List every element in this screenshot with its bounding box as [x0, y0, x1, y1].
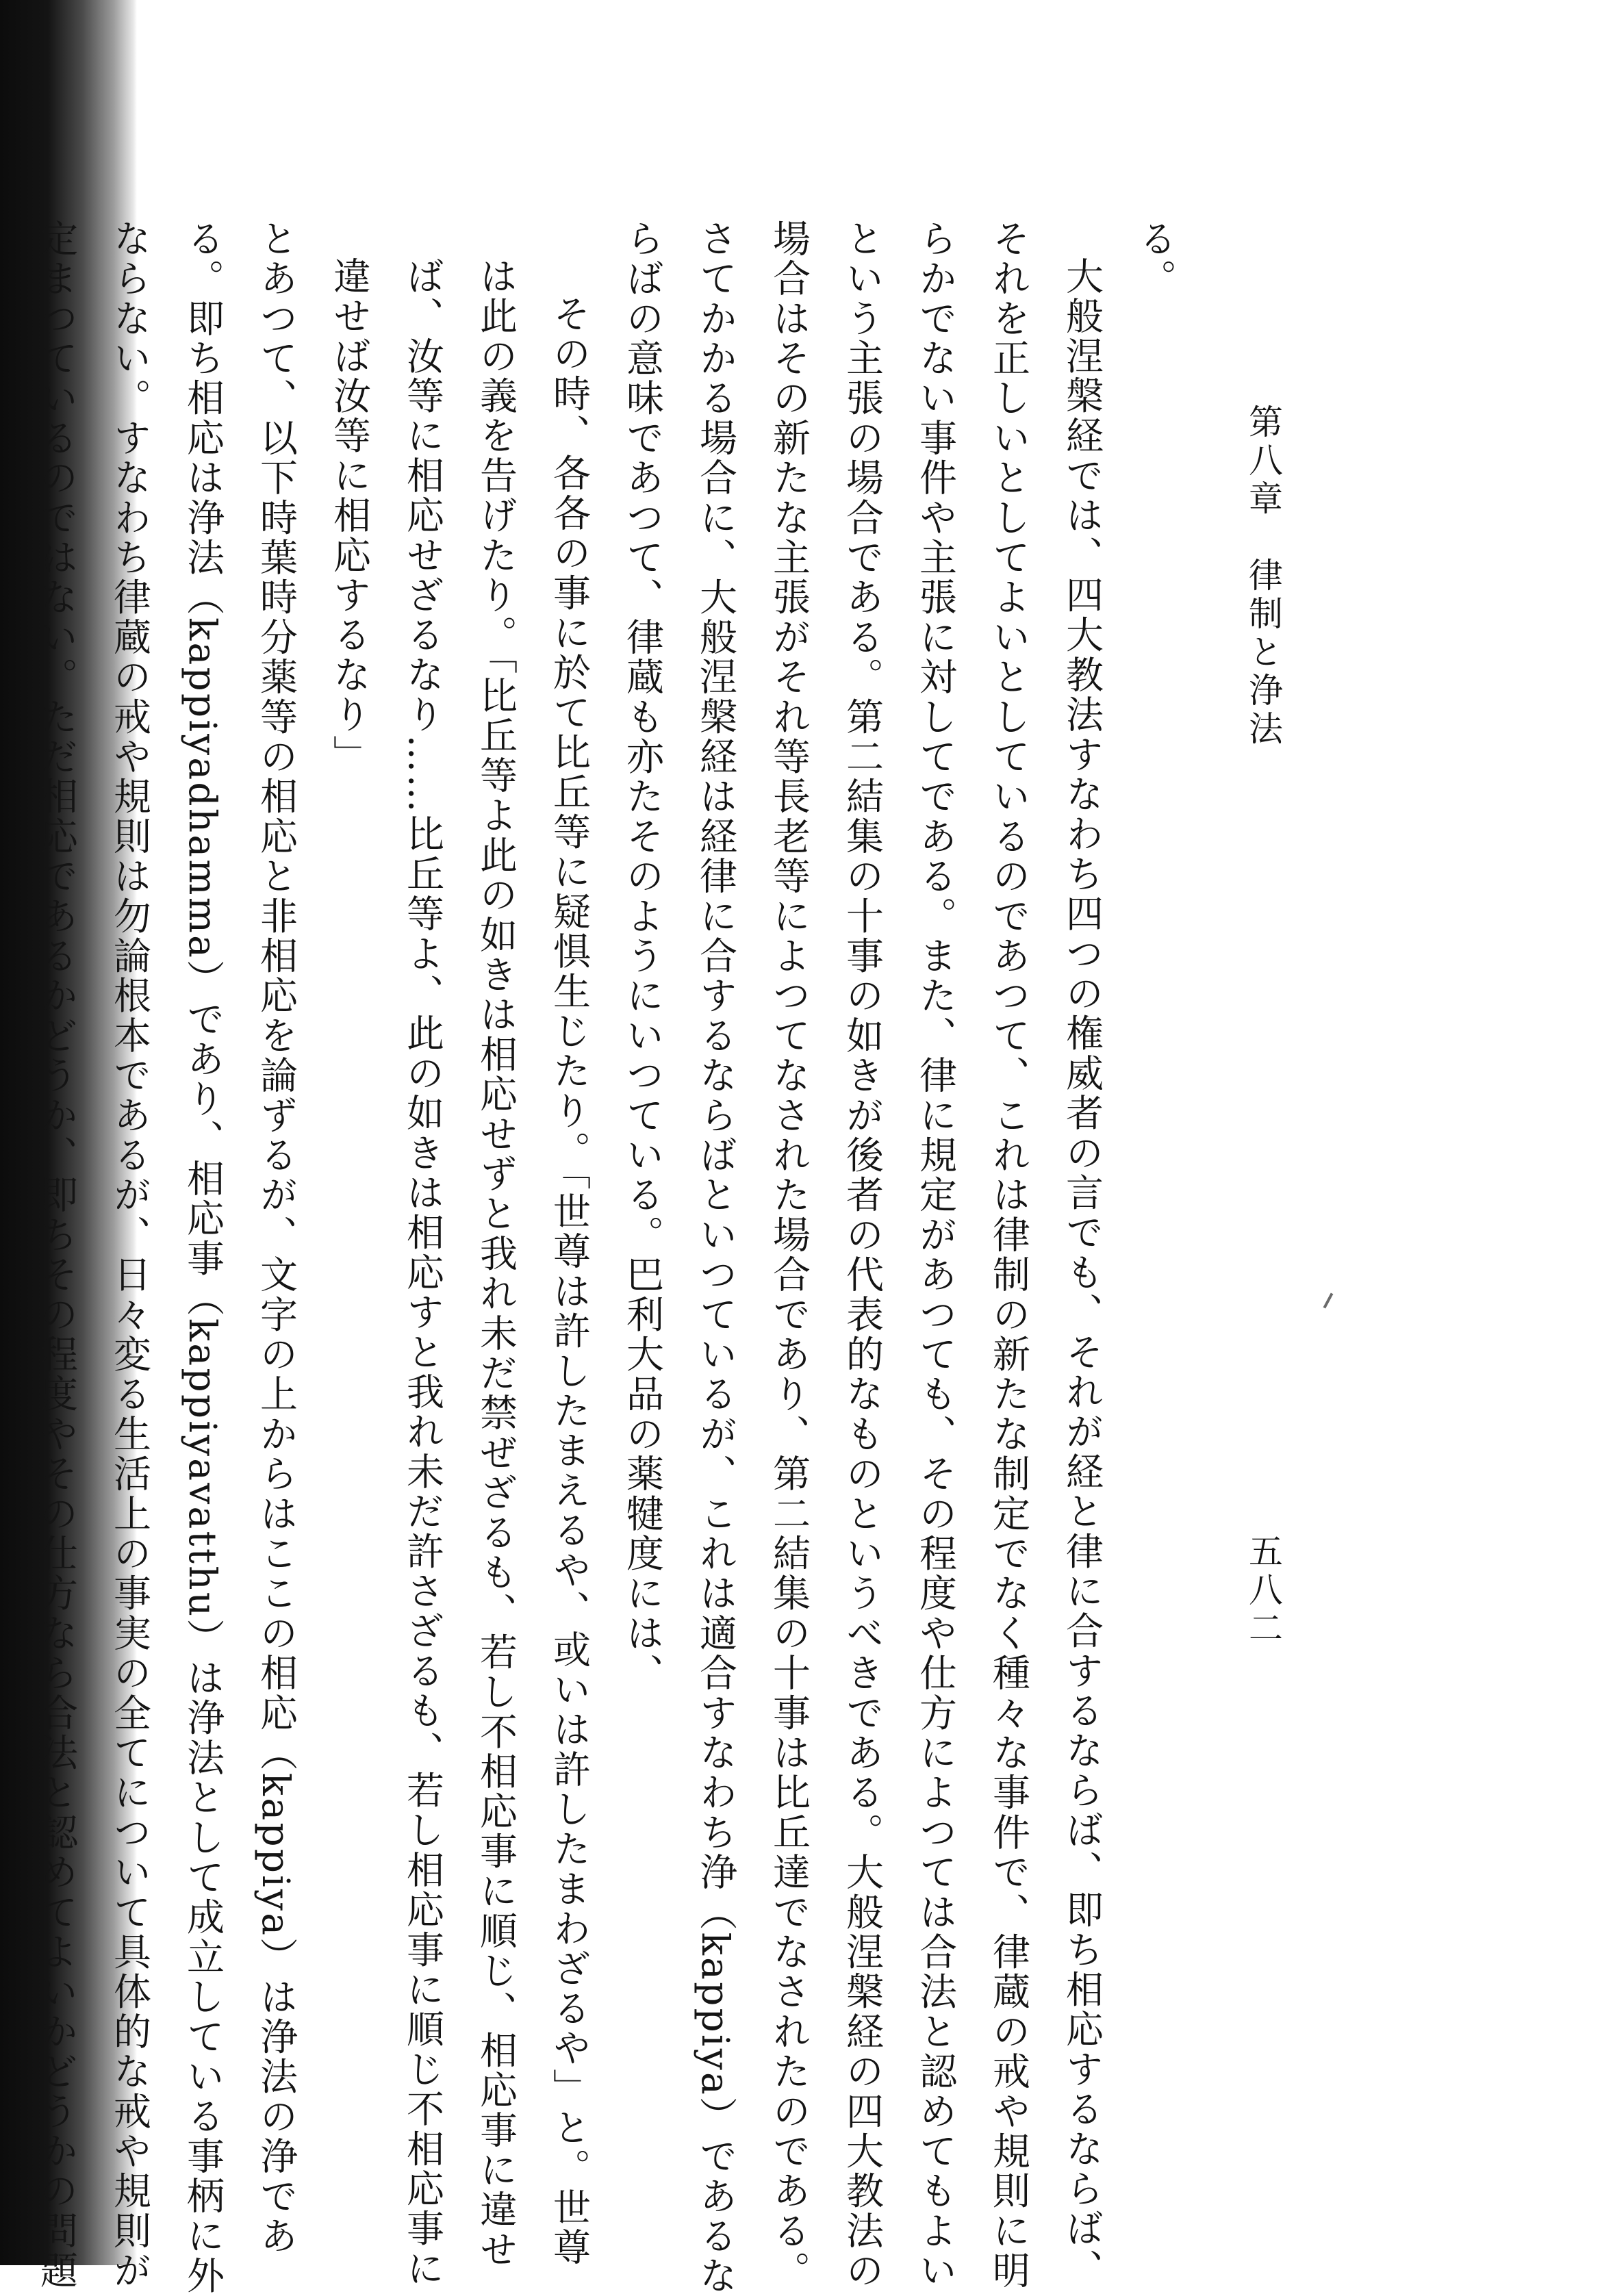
text-line: とあつて、以下時葉時分薬等の相応と非相応を論ずるが、文字の上からはここの相応（kappiya）は浄法の浄であ [254, 219, 298, 2256]
text-line: 大般涅槃経では、四大教法すなわち四つの権威者の言でも、それが経と律に合するならば、即ち相応するならば、 [1060, 257, 1104, 2289]
quote-line: その時、各各の事に於て比丘等に疑惧生じたり。「世尊は許したまえるや、或いは許したまわざるや」と。世尊 [547, 294, 591, 2268]
chapter-header: 第八章 律制と浄法 [1243, 404, 1283, 749]
text-line: 定まつているのではない。ただ相応であるかどうか、即ちその程度やその仕方なら合法と認めてよいかどうかの問題 [34, 219, 78, 2291]
text-line: ならない。すなわち律蔵の戒や規則は勿論根本であるが、日々変る生活上の事実の全てについて具体的な戒や規則が [107, 219, 151, 2291]
text-line: という主張の場合である。第二結集の十事の如きが後者の代表的なものというべきである。大般涅槃経の四大教法の [840, 219, 884, 2291]
quote-line: は此の義を告げたり。「比丘等よ此の如きは相応せずと我れ未だ禁ぜざるも、若し不相応事に順じ、相応事に違せ [474, 257, 518, 2270]
text-line: さてかかる場合に、大般涅槃経は経律に合するならばといつているが、これは適合すなわち浄（kappiya）であるな [694, 219, 737, 2296]
scan-speck [1323, 1292, 1334, 1308]
quote-line: ば、汝等に相応せざるなり……比丘等よ、此の如きは相応すと我れ未だ許さざるも、若し相応事に順じ不相応事に [400, 257, 444, 2289]
text-line: る。 [1133, 219, 1177, 299]
text-line: る。即ち相応は浄法（kappiyadhamma）であり、相応事（kappiyavatthu）は浄法として成立している事柄に外 [181, 219, 225, 2296]
page-number: 五八二 [1243, 1533, 1283, 1648]
quote-line: 違せば汝等に相応するなり」 [327, 257, 371, 775]
body-text [34, 219, 1191, 2296]
text-line: らかでない事件や主張に対してである。また、律に規定があつても、その程度や仕方によつては合法と認めてもよい [913, 219, 957, 2291]
text-line: らばの意味であつて、律蔵も亦たそのようにいつている。巴利大品の薬犍度には、 [620, 219, 664, 1694]
text-line: 場合はその新たな主張がそれ等長老等によつてなされた場合であり、第二結集の十事は比丘達でなされたのである。 [767, 219, 811, 2291]
text-line: それを正しいとしてよいとしているのであつて、これは律制の新たな制定でなく種々な事件で、律蔵の戒や規則に明 [987, 219, 1030, 2291]
